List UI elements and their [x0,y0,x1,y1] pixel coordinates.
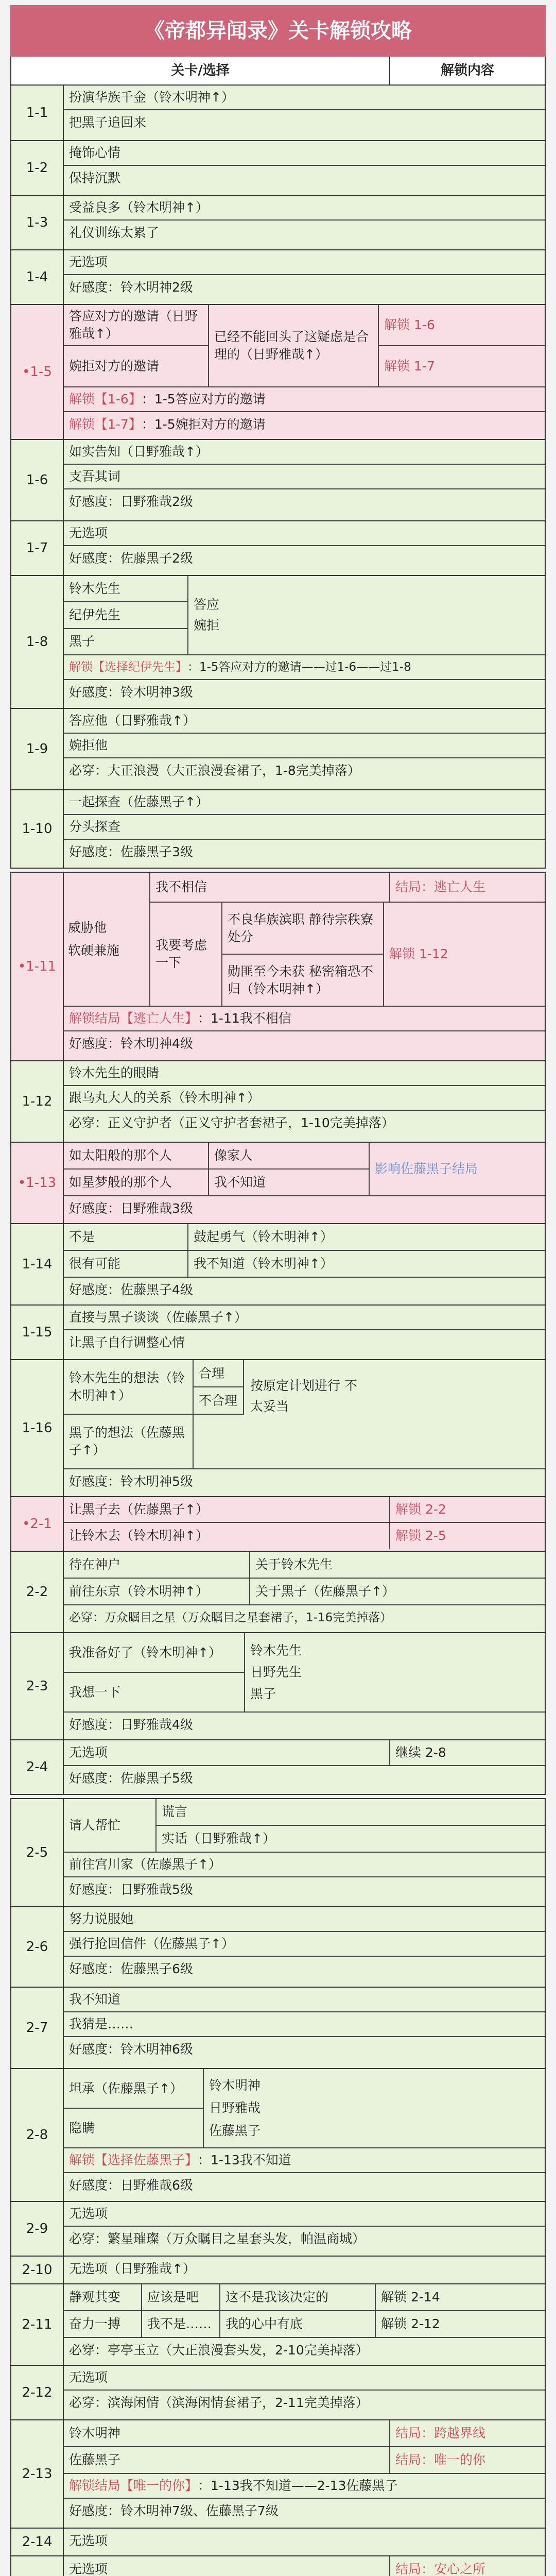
unlock-text: 解锁 2-2 [395,1502,446,1517]
choice: 努力说服她 [64,1907,545,1932]
level-label: •1-11 [11,873,64,1060]
affection-note: 好感度：佐藤黑子2级 [69,551,193,566]
choice: 无选项 [64,1740,390,1765]
outfit-note: 必穿：正义守护者（正义守护者套裙子，1-10完美掉落） [69,1115,394,1130]
level-1-1 [10,86,546,141]
choice: 不是 [64,1224,187,1251]
choice: 我想一下 [69,1684,121,1700]
level-label: 2-7 [11,1988,64,2068]
level-label: 1-14 [11,1224,64,1304]
level-label: 2-6 [11,1907,64,1987]
affection-note: 好感度：日野雅哉2级 [69,494,193,509]
column-header [10,57,546,86]
choice: 让黑子自行调整心情 [69,1335,185,1350]
choice: 婉拒对方的邀请 [69,359,160,374]
sub-choice: 这不是我该决定的 [220,2284,375,2311]
level-label: 1-16 [11,1360,64,1496]
choice: 前往东京（铃木明神↑） [69,1584,208,1599]
level-2-15 [10,2556,546,2576]
level-label: 1-4 [11,250,64,304]
sub-choice: 不合理 [199,1393,238,1408]
level-2-14 [10,2529,546,2556]
choice: 铃木先生 [64,576,187,602]
level-label: •1-13 [11,1143,64,1223]
ending-text: 结局：逃亡人生 [395,879,486,894]
page-title: 《帝都异闻录》关卡解锁攻略 [10,5,546,57]
outfit-note: 必穿：万众瞩目之星（万众瞩目之星套裙子，1-16完美掉落） [69,1611,392,1624]
choice: 直接与黑子谈谈（佐藤黑子↑） [64,1306,545,1330]
sub-choice: 我要考虑一下 [150,903,222,1006]
sub-choice: 实话（日野雅哉↑） [162,1831,275,1846]
level-label: 2-10 [11,2257,64,2283]
sub-choice: 铃木先生 [250,1643,302,1658]
level-2-13 [10,2420,546,2529]
choice: 如实告知（日野雅哉↑） [64,440,545,465]
level-label: 1-2 [11,141,64,195]
unlock-note: 解锁结局【逃亡人生】 ：1-11我不相信 [64,1007,545,1031]
choice: 威胁他 [68,920,107,935]
level-label: 1-10 [11,790,64,868]
level-1-5 [10,305,546,440]
ending-text: 结局：跨越界线 [395,2426,486,2441]
choice: 保持沉默 [69,171,121,185]
level-label: 1-9 [11,709,64,789]
level-label: 1-12 [11,1061,64,1142]
level-2-9 [10,2202,546,2257]
affection-note: 好感度：佐藤黑子5级 [69,1771,193,1786]
affection-note: 好感度：铃木明神4级 [69,1036,193,1051]
choice: 很有可能 [69,1256,121,1271]
affection-note: 好感度：日野雅哉5级 [69,1882,193,1897]
choice: 黑子的想法（佐藤黑子↑） [69,1425,185,1458]
choice: 我不知道 [64,1988,545,2012]
level-1-14 [10,1224,546,1306]
choice: 跟乌丸大人的关系（铃木明神↑） [64,1086,545,1111]
level-1-8 [10,576,546,709]
sub-choice: 谎言 [157,1799,545,1826]
level-1-6 [10,440,546,521]
unlock-note: 解锁结局【唯一的你】 ：1-13我不知道——2-13佐藤黑子 [64,2474,545,2499]
affection-note: 好感度：铃木明神3级 [69,685,193,700]
choice: 掩饰心情 [64,141,545,166]
affection-note: 好感度：日野雅哉6级 [69,2178,193,2193]
unlock-text: 解锁 1-6 [379,305,545,346]
effect-text: 影响佐藤黑子结局 [375,1161,478,1176]
level-label: 1-3 [11,196,64,249]
sub-choice: 日野先生 [250,1665,302,1680]
choice: 待在神户 [64,1552,249,1579]
level-1-16 [10,1360,546,1497]
level-1-12 [10,1061,546,1143]
choice: 支吾其词 [64,465,545,489]
ending-text: 结局：安心之所 [395,2562,486,2576]
level-2-6 [10,1907,546,1988]
affection-note: 好感度：佐藤黑子4级 [69,1282,193,1297]
col-unlock-header: 解锁内容 [440,63,494,78]
outfit-note: 必穿：大正浪漫（大正浪漫套裙子，1-8完美掉落） [69,763,360,778]
unlock-text: 解锁 1-7 [384,359,435,374]
choice: 无选项 [69,2533,108,2548]
sub-choice: 鼓起勇气（铃木明神↑） [188,1224,545,1251]
choice: 前往宫川家（佐藤黑子↑） [64,1853,545,1877]
choice: 让铃木去（铃木明神↑） [64,1523,390,1549]
choice: 无选项 [64,2202,545,2227]
sub-choice: 我不知道 [214,1175,266,1190]
choice: 答应对方的邀请（日野雅哉↑） [64,305,208,346]
choice: 无选项 [64,2556,390,2576]
choice: 软硬兼施 [68,943,120,958]
level-2-2 [10,1552,546,1633]
affection-note: 好感度：日野雅哉3级 [69,1201,193,1216]
level-label: •2-1 [11,1497,64,1551]
choice: 一起探查（佐藤黑子↑） [64,790,545,815]
sub-choice: 我不知道（铃木明神↑） [194,1256,333,1271]
choice: 如太阳般的那个人 [64,1143,208,1170]
choice: 分头探查 [64,815,545,840]
level-label: •1-5 [11,305,64,439]
level-2-12 [10,2366,546,2420]
level-2-1 [10,1497,546,1552]
sub-choice: 日野雅哉 [209,2100,261,2115]
outfit-note: 必穿：繁星璀璨（万众瞩目之星套头发，帕温商城） [69,2231,366,2246]
choice: 无选项 [64,2366,545,2391]
level-1-10 [10,790,546,869]
col-level-header: 关卡/选择 [11,57,390,84]
level-1-9 [10,709,546,790]
level-label: 2-11 [11,2284,64,2365]
choice: 铃木明神 [64,2420,390,2446]
level-label: 2-12 [11,2366,64,2419]
choice: 扮演华族千金（铃木明神↑） [64,86,545,110]
choice: 请人帮忙 [64,1799,157,1852]
choice: 铃木先生的眼睛 [64,1061,545,1086]
level-label: 1-7 [11,521,64,575]
level-2-4 [10,1740,546,1795]
choice: 无选项 [64,521,545,546]
level-label: 1-6 [11,440,64,520]
level-2-10 [10,2257,546,2284]
level-1-7 [10,521,546,576]
level-2-7 [10,1988,546,2069]
affection-note: 好感度：铃木明神6级 [69,2042,193,2057]
choice: 隐瞒 [69,2120,95,2136]
choice: 纪伊先生 [64,602,187,629]
level-label: 1-1 [11,86,64,140]
affection-note: 好感度：佐藤黑子6级 [69,1961,193,1976]
level-1-11 [10,872,546,1061]
sub-choice: 合理 [194,1360,243,1387]
choice: 答应他（日野雅哉↑） [64,709,545,734]
choice: 让黑子去（佐藤黑子↑） [64,1497,390,1522]
sub-choice: 答应 [194,597,220,612]
level-2-3 [10,1633,546,1740]
level-label [11,2556,64,2576]
affection-note: 好感度：铃木明神7级、佐藤黑子7级 [69,2503,279,2518]
level-label: 2-8 [11,2069,64,2201]
choice: 铃木先生的想法（铃木明神↑） [64,1360,193,1415]
choice: 如星梦般的那个人 [69,1175,172,1190]
sub-choice: 婉拒 [194,618,220,633]
sub-choice: 黑子 [250,1686,276,1701]
affection-note: 好感度：佐藤黑子3级 [69,844,193,859]
sub-choice: 像家人 [209,1143,369,1170]
level-label: 2-3 [11,1633,64,1739]
level-label: 2-13 [11,2420,64,2528]
unlock-text: 解锁 1-12 [389,946,448,961]
choice: 佐藤黑子 [64,2447,390,2473]
choice: 强行抢回信件（佐藤黑子↑） [64,1932,545,1957]
level-1-2 [10,141,546,196]
choice: 把黑子追回来 [69,115,147,130]
unlock-text: 解锁 2-14 [376,2284,545,2311]
sub-choice: 铃木明神 [209,2078,261,2093]
affection-note: 好感度：日野雅哉4级 [69,1717,193,1732]
level-1-15 [10,1306,546,1360]
guide-page [10,0,546,2576]
unlock-text: 解锁 2-12 [381,2316,440,2331]
choice: 礼仪训练太累了 [69,225,160,240]
choice: 无选项（日野雅哉↑） [69,2261,196,2276]
choice: 婉拒他 [64,734,545,758]
unlock-note: 解锁【1-7】 ：1-5婉拒对方的邀请 [69,417,266,432]
choice: 奋力一搏 [69,2316,121,2331]
level-2-11 [10,2284,546,2366]
unlock-text: 继续 2-8 [395,1745,446,1760]
affection-note: 好感度：铃木明神5级 [69,1474,193,1489]
choice: 静观其变 [64,2284,141,2311]
choice: 坦承（佐藤黑子↑） [64,2069,203,2109]
sub-choice: 关于黑子（佐藤黑子↑） [255,1584,395,1599]
sub-choice: 我不相信 [150,873,390,902]
unlock-note: 解锁【选择佐藤黑子】 ：1-13我不知道 [64,2148,545,2173]
sub-choice: 关于铃木先生 [250,1552,545,1579]
sub-choice: 勋匪至今未获 秘密箱恐不归（铃木明神↑） [228,963,373,996]
choice: 无选项 [64,250,545,275]
level-label: 2-9 [11,2202,64,2256]
choice: 受益良多（铃木明神↑） [64,196,545,221]
outfit-note: 必穿：亭亭玉立（大正浪漫套头发，2-10完美掉落） [69,2343,369,2358]
sub-choice: 我不是…… [147,2316,212,2331]
sub-choice: 应该是吧 [142,2284,219,2311]
sub-choice: 不良华族滨职 静待宗秩寮处分 [222,903,383,955]
sub-choice: 已经不能回头了这疑虑是合理的（日野雅哉↑） [209,305,379,386]
affection-note: 好感度：铃木明神2级 [69,280,193,295]
level-label: 2-2 [11,1552,64,1632]
level-1-4 [10,250,546,305]
level-1-13 [10,1143,546,1224]
level-2-5 [10,1798,546,1907]
level-label: 2-5 [11,1799,64,1906]
sub-choice: 我的心中有底 [225,2316,303,2331]
unlock-note: 解锁【选择纪伊先生】 ：1-5答应对方的邀请——过1-6——过1-8 [64,655,545,680]
level-label: 1-15 [11,1306,64,1359]
level-1-3 [10,196,546,250]
choice: 我准备好了（铃木明神↑） [64,1633,244,1673]
outfit-note: 必穿：滨海闲情（滨海闲情套裙子，2-11完美掉落） [69,2395,369,2410]
unlock-text: 解锁 2-5 [395,1528,446,1543]
level-label: 2-14 [11,2529,64,2555]
unlock-note: 解锁【1-6】 ：1-5答应对方的邀请 [64,387,545,412]
ending-text: 结局：唯一的你 [395,2452,486,2467]
sub-choice: 佐藤黑子 [209,2123,261,2138]
choice: 我猜是…… [64,2012,545,2037]
level-label: 1-8 [11,576,64,708]
choice: 黑子 [69,634,95,649]
sub-choice: 按原定计划进行 不太妥当 [250,1378,357,1414]
level-2-8 [10,2069,546,2202]
level-label: 2-4 [11,1740,64,1794]
